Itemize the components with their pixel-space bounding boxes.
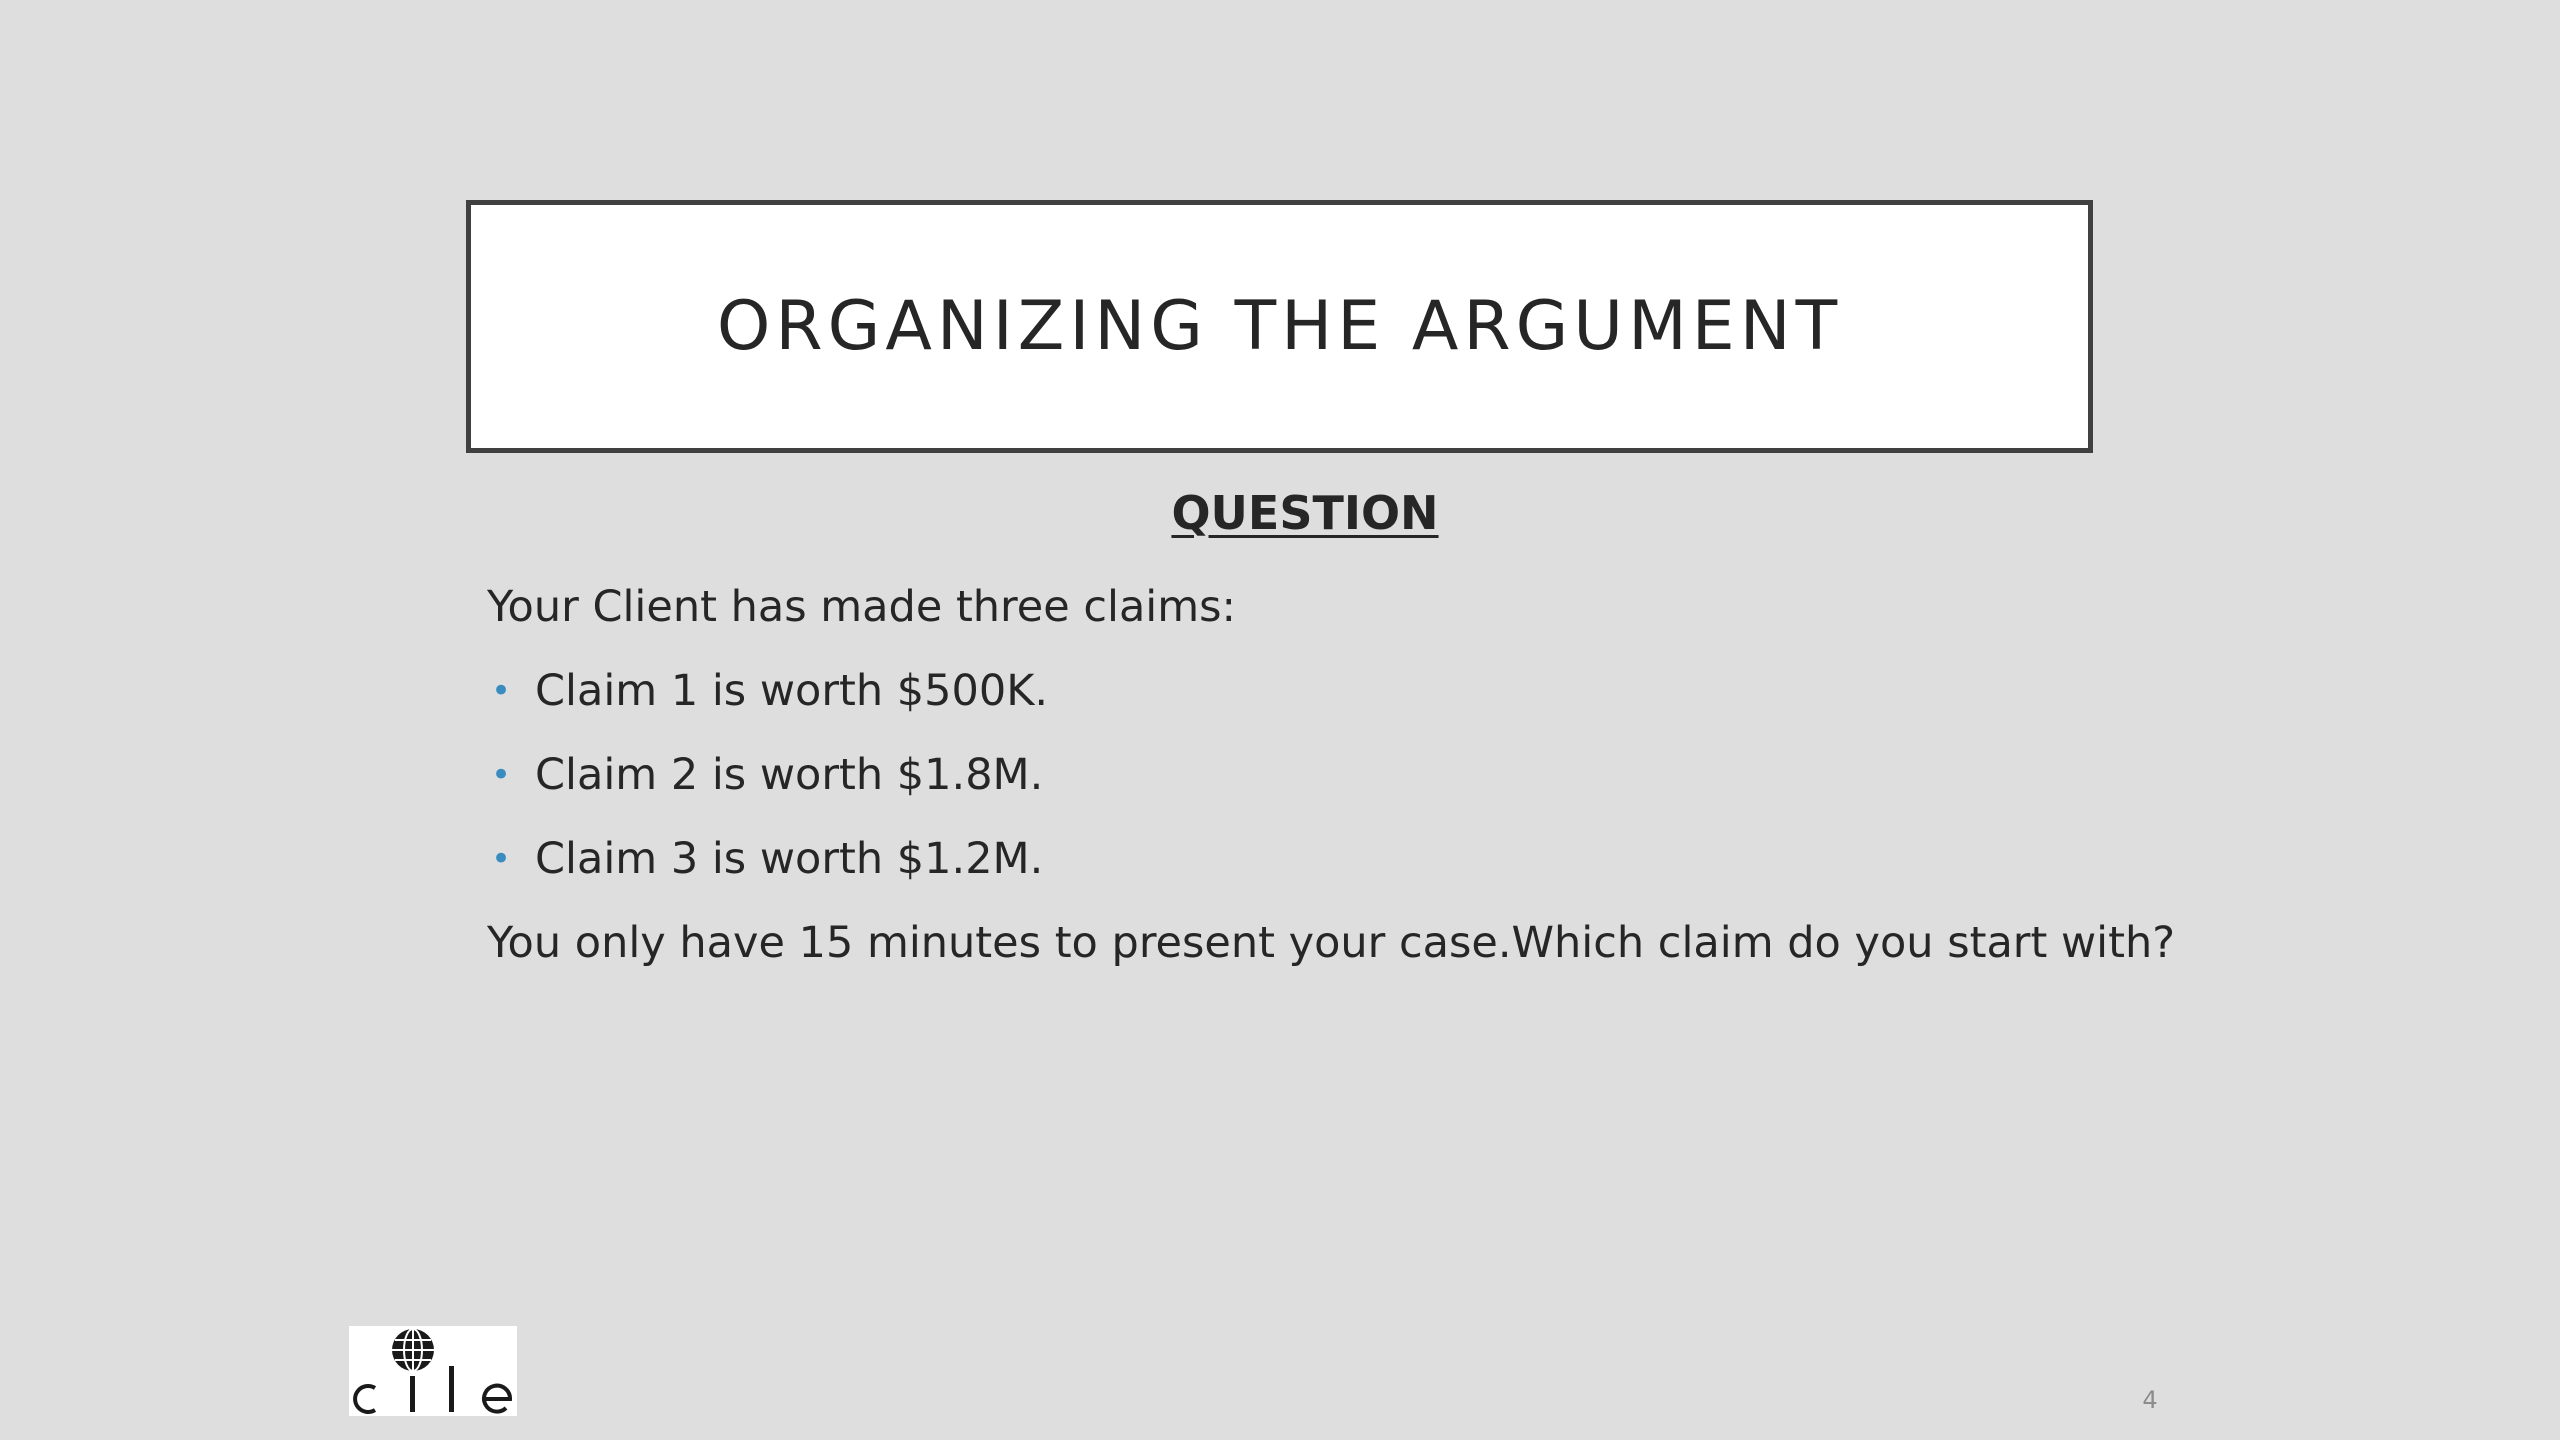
list-item-text: Claim 1 is worth $500K. xyxy=(535,666,1049,716)
bullet-dot-icon: • xyxy=(491,671,512,711)
slide-title: ORGANIZING THE ARGUMENT xyxy=(716,287,1843,366)
claims-list xyxy=(487,649,2187,901)
list-item-text: Claim 2 is worth $1.8M. xyxy=(535,750,1044,800)
cile-logo xyxy=(349,1326,517,1416)
bullet-dot-icon: • xyxy=(491,755,512,795)
list-item xyxy=(487,649,2187,733)
list-item xyxy=(487,817,2187,901)
slide-body xyxy=(487,565,2187,985)
page-number: 4 xyxy=(2142,1386,2158,1414)
globe-icon xyxy=(392,1329,434,1371)
list-item-text: Claim 3 is worth $1.2M. xyxy=(535,834,1044,884)
title-box xyxy=(466,200,2093,453)
closing-text: You only have 15 minutes to present your case.Which claim do you start with? xyxy=(487,918,2176,968)
bullet-dot-icon: • xyxy=(491,839,512,879)
question-heading: QUESTION xyxy=(1171,486,1439,540)
list-item xyxy=(487,733,2187,817)
intro-text: Your Client has made three claims: xyxy=(487,582,1237,632)
